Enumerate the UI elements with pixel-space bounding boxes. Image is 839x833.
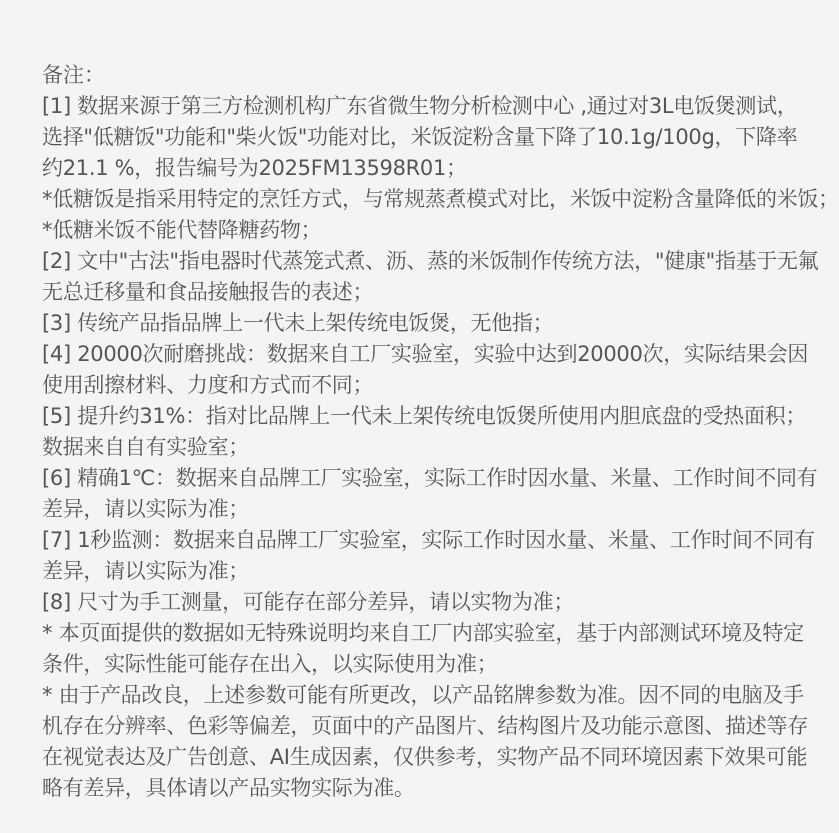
note-line: 条件，实际性能可能存在出入，以实际使用为准； <box>42 652 498 676</box>
note-line: 数据来自自有实验室； <box>42 435 249 459</box>
note-line: [8] 尺寸为手工测量，可能存在部分差异，请以实物为准； <box>42 590 575 614</box>
note-line: 略有差异，具体请以产品实物实际为准。 <box>42 776 415 800</box>
note-line: 选择"低糖饭"功能和"柴火饭"功能对比，米饭淀粉含量下降了10.1g/100g，下降率 <box>42 125 798 149</box>
disclaimer-notes <box>42 60 839 804</box>
note-line: *低糖米饭不能代替降糖药物； <box>42 218 322 242</box>
note-line: * 本页面提供的数据如无特殊说明均来自工厂内部实验室，基于内部测试环境及特定 <box>42 621 804 645</box>
note-line: [3] 传统产品指品牌上一代未上架传统电饭煲，无他指； <box>42 311 554 335</box>
note-line: [7] 1秒监测：数据来自品牌工厂实验室，实际工作时因水量、米量、工作时间不同有 <box>42 528 815 552</box>
note-line: *低糖饭是指采用特定的烹饪方式，与常规蒸煮模式对比，米饭中淀粉含量降低的米饭； <box>42 187 839 211</box>
note-line: [5] 提升约31%：指对比品牌上一代未上架传统电饭煲所使用内胆底盘的受热面积； <box>42 404 807 428</box>
note-line: 差异，请以实际为准； <box>42 559 249 583</box>
note-line: 使用刮擦材料、力度和方式而不同； <box>42 373 374 397</box>
note-line: [6] 精确1℃：数据来自品牌工厂实验室，实际工作时因水量、米量、工作时间不同有 <box>42 466 818 490</box>
note-line: 无总迁移量和食品接触报告的表述； <box>42 280 374 304</box>
note-line: [2] 文中"古法"指电器时代蒸笼式煮、沥、蒸的米饭制作传统方法，"健康"指基于无氟 <box>42 249 819 273</box>
note-line: * 由于产品改良，上述参数可能有所更改，以产品铭牌参数为准。因不同的电脑及手 <box>42 683 804 707</box>
notes-title: 备注： <box>42 63 105 87</box>
note-line: 机存在分辨率、色彩等偏差，页面中的产品图片、结构图片及功能示意图、描述等存 <box>42 714 808 738</box>
note-line: 在视觉表达及广告创意、AI生成因素，仅供参考，实物产品不同环境因素下效果可能 <box>42 745 808 769</box>
note-line: 差异，请以实际为准； <box>42 497 249 521</box>
note-line: [1] 数据来源于第三方检测机构广东省微生物分析检测中心 ,通过对3L电饭煲测试， <box>42 94 798 118</box>
note-line: 约21.1 %，报告编号为2025FM13598R01； <box>42 156 467 180</box>
note-line: [4] 20000次耐磨挑战：数据来自工厂实验室，实验中达到20000次，实际结果会因 <box>42 342 809 366</box>
